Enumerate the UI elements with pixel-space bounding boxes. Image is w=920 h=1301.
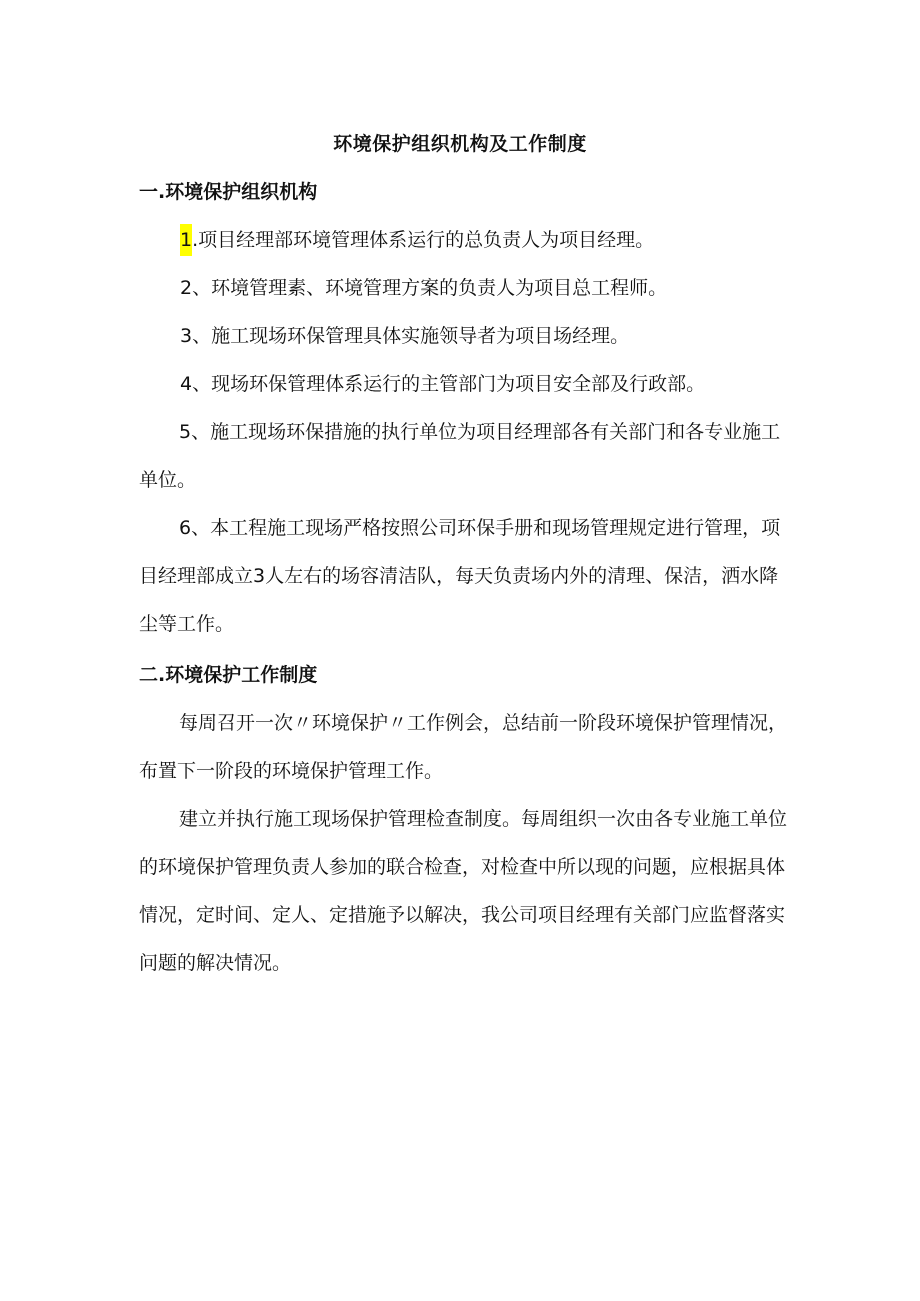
- list-item: 4、现场环保管理体系运行的主管部门为项目安全部及行政部。: [180, 373, 706, 395]
- list-item-text: .项目经理部环境管理体系运行的总负责人为项目经理。: [192, 229, 655, 251]
- list-item: [180, 224, 654, 256]
- document-title: 环境保护组织机构及工作制度: [333, 133, 587, 155]
- paragraph: 建立并执行施工现场保护管理检查制度。每周组织一次由各专业施工单位的环境保护管理负责人参加的联合检查，对检查中所以现的问题，应根据具体情况，定时间、定人、定措施予以解决，我公司项目经理有关部门应监督落实问题的解决情况。: [139, 808, 788, 974]
- paragraph: 每周召开一次〃环境保护〃工作例会，总结前一阶段环境保护管理情况，布置下一阶段的环境保护管理工作。: [139, 712, 788, 782]
- section-heading-work-system: 二.环境保护工作制度: [139, 664, 318, 686]
- list-item: 5、施工现场环保措施的执行单位为项目经理部各有关部门和各专业施工单位。: [139, 421, 781, 491]
- highlighted-number: 1: [180, 224, 192, 256]
- section-heading-organization: 一.环境保护组织机构: [139, 181, 318, 203]
- list-item: 2、环境管理素、环境管理方案的负责人为项目总工程师。: [180, 277, 668, 299]
- list-item: 3、施工现场环保管理具体实施领导者为项目场经理。: [180, 325, 630, 347]
- list-item: 6、本工程施工现场严格按照公司环保手册和现场管理规定进行管理，项目经理部成立3人左右的场容清洁队，每天负责场内外的清理、保洁，洒水降尘等工作。: [139, 517, 781, 635]
